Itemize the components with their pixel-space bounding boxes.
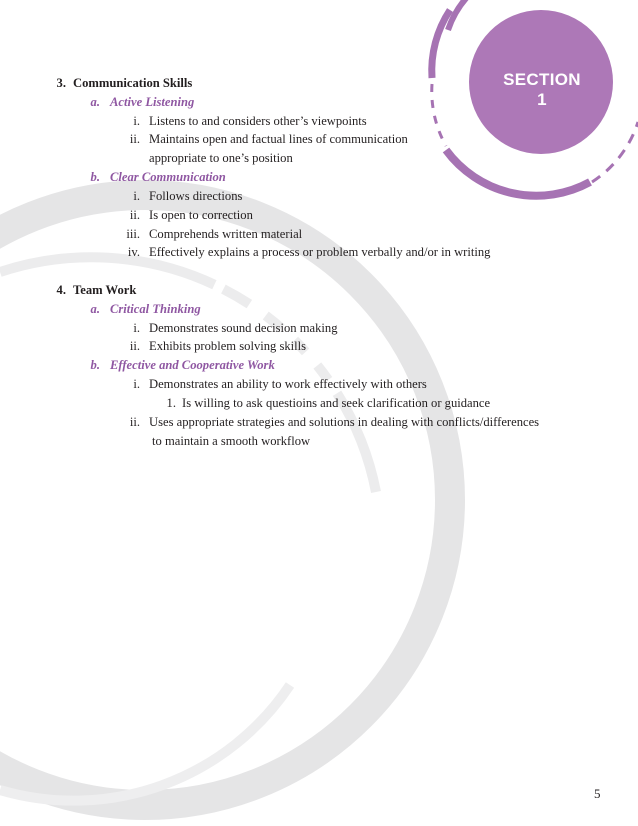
outline-marker: 4. xyxy=(56,283,66,297)
outline-text: Demonstrates sound decision making xyxy=(149,321,338,335)
outline-text: Is willing to ask questioins and seek clarification or guidance xyxy=(182,396,491,410)
outline-text: Maintains open and factual lines of communication xyxy=(149,132,408,146)
purple-top-arc xyxy=(448,0,468,30)
outline-text: Is open to correction xyxy=(149,208,253,222)
outline-text: Uses appropriate strategies and solutions in dealing with conflicts/differences xyxy=(149,415,540,429)
outline-marker: i. xyxy=(133,114,140,128)
outline-marker: i. xyxy=(133,321,140,335)
outline-text: Follows directions xyxy=(149,189,243,203)
outline-marker: 3. xyxy=(56,76,66,90)
outline-text: Critical Thinking xyxy=(110,302,201,316)
purple-outer-arc xyxy=(432,10,450,78)
outline-marker: b. xyxy=(90,358,100,372)
outline-text: Comprehends written material xyxy=(149,227,303,241)
outline-marker: a. xyxy=(90,95,100,109)
outline-marker: a. xyxy=(90,302,100,316)
outline-marker: ii. xyxy=(129,132,140,146)
outline-text: Effectively explains a process or problem verbally and/or in writing xyxy=(149,245,491,259)
outline-text: Exhibits problem solving skills xyxy=(149,339,307,353)
outline-marker: iii. xyxy=(126,227,140,241)
outline-marker: b. xyxy=(90,170,100,184)
outline-marker: iv. xyxy=(127,245,140,259)
outline-text: Listens to and considers other’s viewpoints xyxy=(149,114,367,128)
outline-marker: 1. xyxy=(166,396,176,410)
purple-dashed-right-arc xyxy=(592,122,638,182)
outline-text: Active Listening xyxy=(110,95,195,109)
outline-marker: i. xyxy=(133,189,140,203)
outline-text: Communication Skills xyxy=(73,76,193,90)
outline-text: Clear Communication xyxy=(110,170,226,184)
outline-text: to maintain a smooth workflow xyxy=(152,434,311,448)
outline-marker: ii. xyxy=(129,339,140,353)
purple-dashed-arc xyxy=(432,84,446,146)
section-badge: SECTION 1 xyxy=(503,70,581,109)
outline-text: Effective and Cooperative Work xyxy=(110,358,275,372)
purple-bottom-arc xyxy=(446,150,590,196)
outline-text: appropriate to one’s position xyxy=(149,151,293,165)
outline-text: Demonstrates an ability to work effectively with others xyxy=(149,377,427,391)
outline-marker: i. xyxy=(133,377,140,391)
outline-marker: ii. xyxy=(129,415,140,429)
outline-marker: ii. xyxy=(129,208,140,222)
outline-text: Team Work xyxy=(73,283,137,297)
page-number: 5 xyxy=(594,786,601,801)
